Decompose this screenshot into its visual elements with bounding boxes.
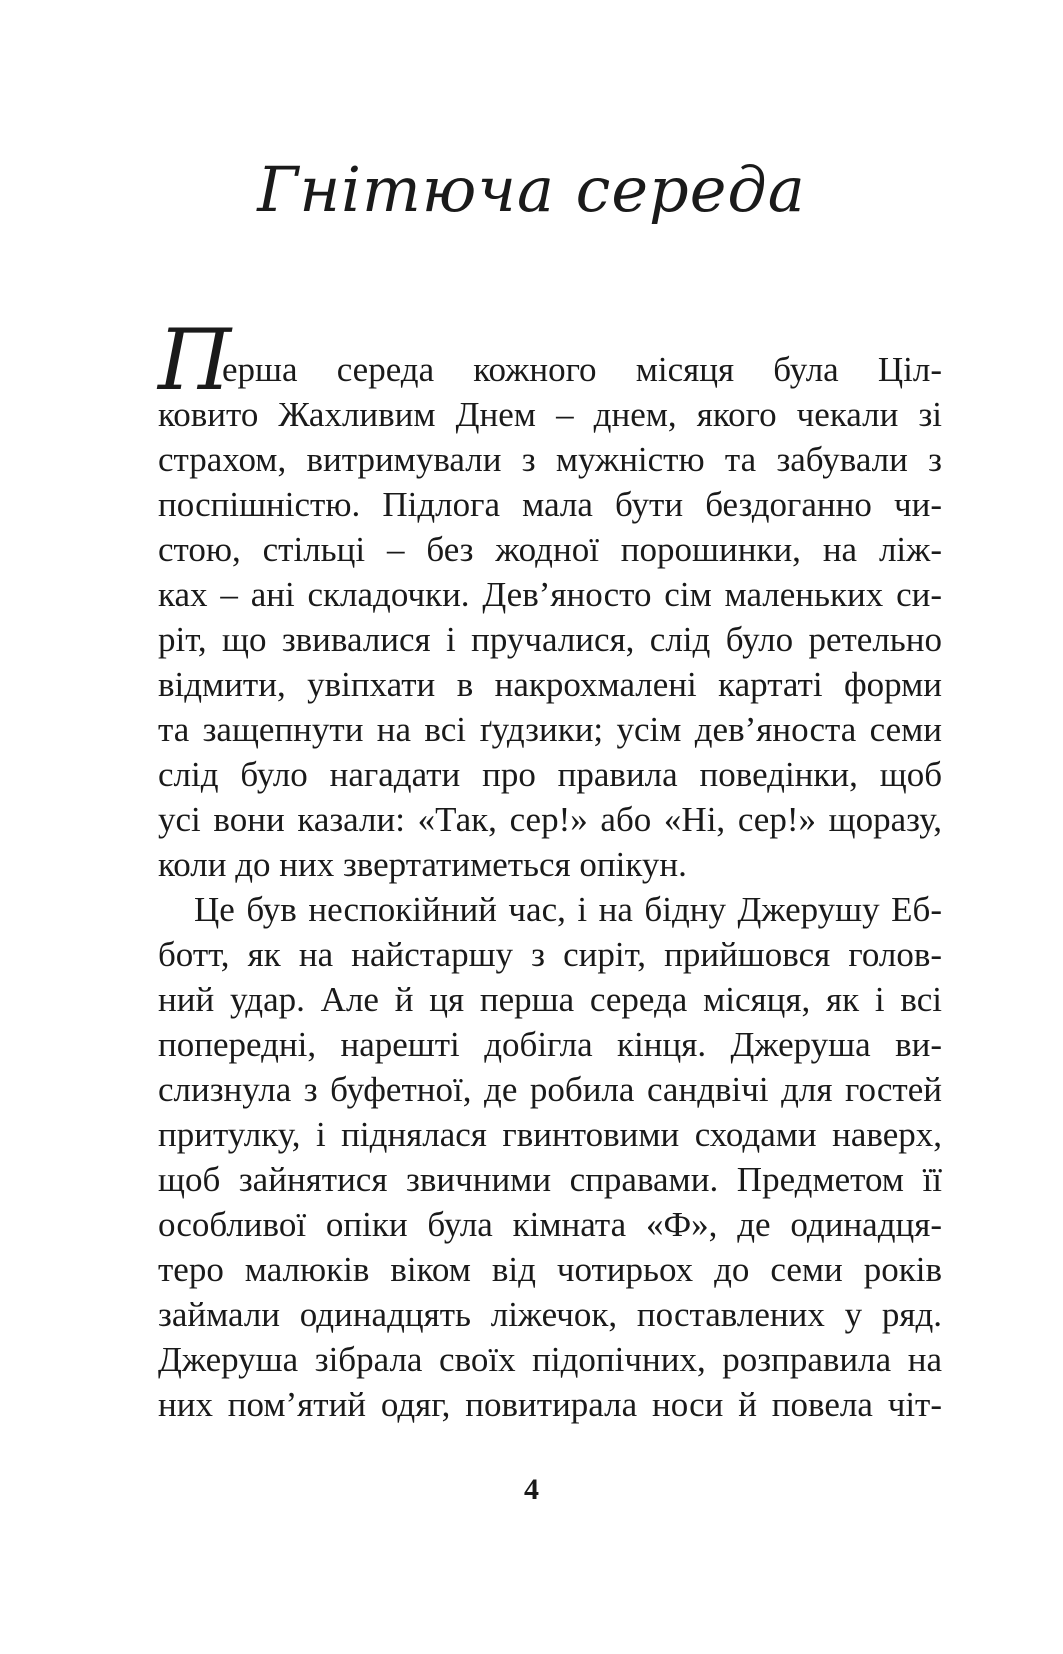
text-line: слід було нагадати про правила поведінки, щоб — [158, 755, 942, 794]
drop-cap: П — [158, 311, 232, 409]
text-line: ковито Жахливим Днем – днем, якого чекали зі — [158, 395, 942, 434]
page-number: 4 — [524, 1473, 539, 1506]
text-line: страхом, витримували з мужністю та забували з — [158, 440, 942, 479]
text-line: займали одинадцять ліжечок, поставлених у ряд. — [158, 1295, 942, 1334]
text-line: Джеруша зібрала своїх підопічних, розправила на — [158, 1340, 942, 1379]
text-line: теро малюків віком від чотирьох до семи років — [158, 1250, 942, 1289]
text-line: ерша середа кожного місяця була Ціл- — [222, 350, 942, 389]
text-line: слизнула з буфетної, де робила сандвічі для гостей — [158, 1070, 942, 1109]
text-line: попередні, нарешті добігла кінця. Джеруша ви- — [158, 1025, 942, 1064]
text-line: ботт, як на найстаршу з сиріт, прийшовся голов- — [158, 935, 942, 974]
text-line: поспішністю. Підлога мала бути бездоганно чи- — [158, 485, 942, 524]
text-line: стою, стільці – без жодної порошинки, на ліж- — [158, 530, 942, 569]
text-line: ріт, що звивалися і пручалися, слід було ретельно — [158, 620, 942, 659]
text-line: відмити, увіпхати в накрохмалені картаті форми — [158, 665, 942, 704]
text-line: та защепнути на всі ґудзики; усім дев’яноста семи — [158, 710, 942, 749]
body-text — [158, 347, 942, 1427]
text-line: притулку, і піднялася гвинтовими сходами наверх, — [158, 1115, 942, 1154]
text-line: ках – ані складочки. Дев’яносто сім маленьких си- — [158, 575, 942, 614]
text-line: усі вони казали: «Так, сер!» або «Ні, сер!» щоразу, — [158, 800, 942, 839]
paragraph-1 — [158, 347, 942, 887]
text-line: Це був неспокійний час, і на бідну Джерушу Еб- — [194, 890, 942, 929]
text-line: коли до них звертатиметься опікун. — [158, 845, 687, 884]
paragraph-2 — [158, 887, 942, 1427]
text-line: особливої опіки була кімната «Ф», де одинадця- — [158, 1205, 942, 1244]
chapter-title: Гнітюча середа — [257, 153, 806, 226]
text-line: ний удар. Але й ця перша середа місяця, як і всі — [158, 980, 942, 1019]
text-line: щоб зайнятися звичними справами. Предметом її — [158, 1160, 942, 1199]
text-line: них пом’ятий одяг, повитирала носи й повела чіт- — [158, 1385, 942, 1424]
